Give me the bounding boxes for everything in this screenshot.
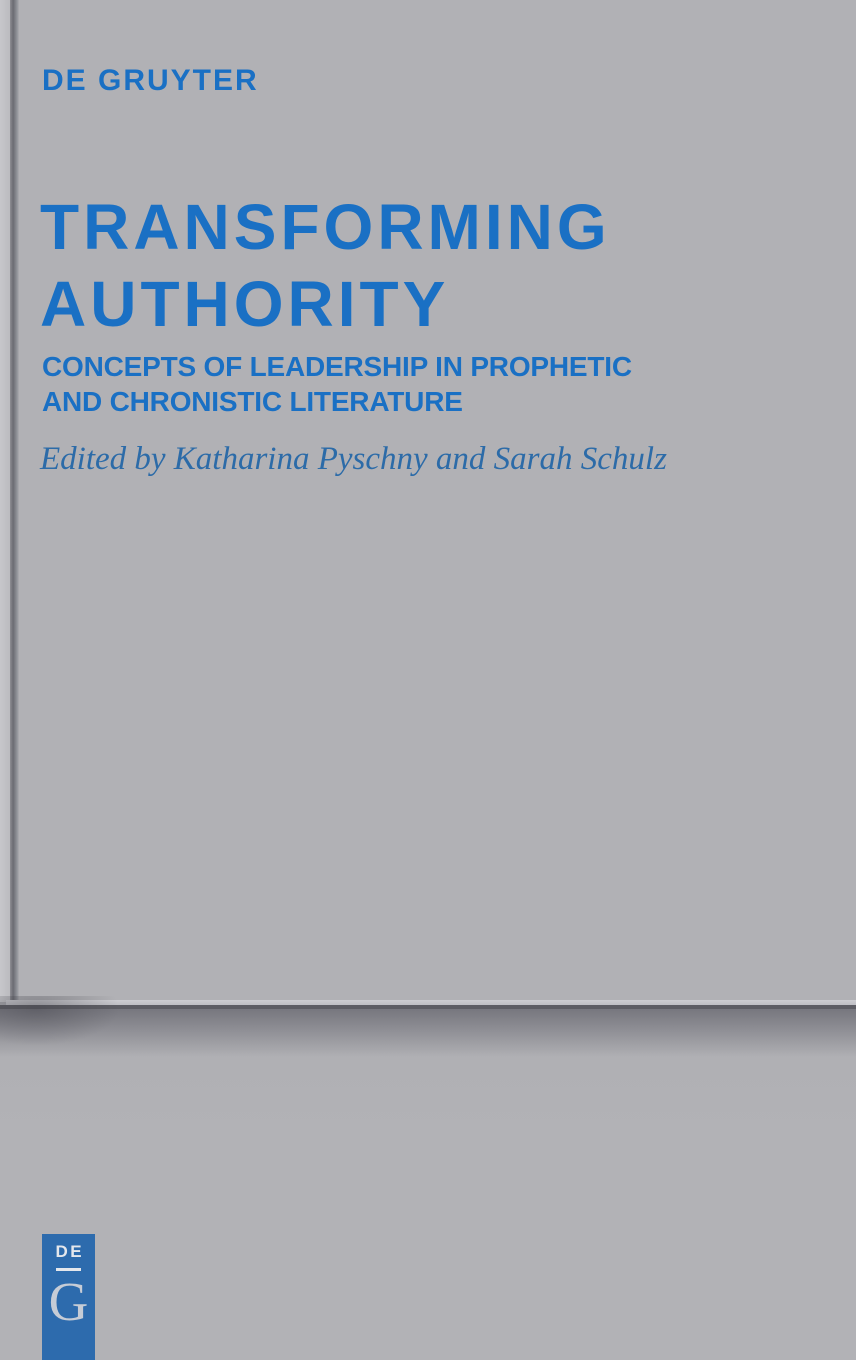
book-title-line1: TRANSFORMING (40, 191, 611, 263)
logo-de-text: DE (55, 1242, 85, 1261)
cover-drop-shadow (0, 1009, 856, 1057)
book-spine-shadow (10, 0, 19, 1002)
book-subtitle-line1: CONCEPTS OF LEADERSHIP IN PROPHETIC (42, 351, 632, 382)
cover-left-edge-highlight (0, 0, 10, 1002)
logo-g-text: G (48, 1271, 89, 1332)
publisher-name: DE GRUYTER (42, 64, 259, 97)
book-subtitle-line2: AND CHRONISTIC LITERATURE (42, 386, 463, 417)
book-title-line2: AUTHORITY (40, 268, 450, 340)
book-subtitle (42, 349, 632, 419)
de-gruyter-logo (42, 1234, 95, 1360)
book-title (40, 189, 611, 343)
cover-corner-shadow (0, 996, 120, 1046)
editors-byline: Edited by Katharina Pyschny and Sarah Schulz (40, 441, 667, 477)
